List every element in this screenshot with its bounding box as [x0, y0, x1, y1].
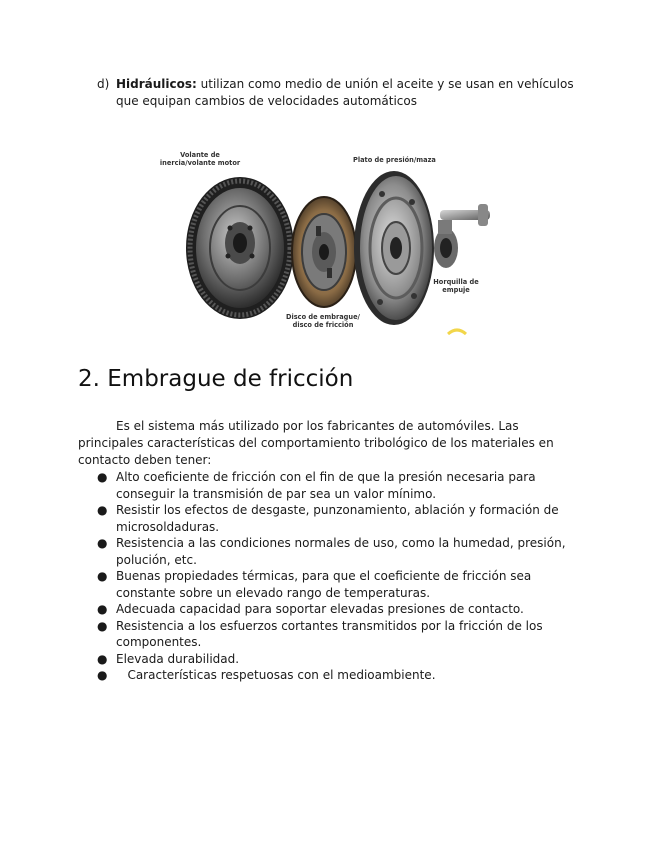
- term-hydraulic: Hidráulicos:: [116, 77, 197, 91]
- bullet-dot: ●: [97, 536, 108, 550]
- clutch-illustration: [160, 148, 500, 338]
- clutch-disc-label-line1: Disco de embrague/: [286, 313, 360, 321]
- fork-label-line2: empuje: [442, 286, 470, 294]
- list-item: [78, 469, 568, 502]
- list-item-hydraulic: [97, 76, 587, 110]
- flywheel-label-line2: inercia/volante motor: [160, 159, 241, 167]
- list-item-text: Alto coeficiente de fricción con el fin de que la presión necesaria para conseguir la transmisión de par sea un valor mínimo.: [116, 470, 536, 501]
- bullet-dot: ●: [97, 569, 108, 583]
- list-item-text: Resistencia a los esfuerzos cortantes transmitidos por la fricción de los componentes.: [116, 618, 543, 649]
- list-item-text: Resistencia a las condiciones normales de uso, como la humedad, presión, polución, etc.: [116, 536, 566, 567]
- list-item: [78, 568, 568, 601]
- clutch-disc-label-line2: disco de fricción: [292, 321, 354, 329]
- bullet-dot: ●: [97, 602, 108, 616]
- section-heading: 2. Embrague de fricción: [78, 366, 354, 392]
- list-item: [78, 667, 568, 684]
- list-item: [78, 535, 568, 568]
- list-item: [78, 618, 568, 651]
- fork-label-line1: Horquilla de: [433, 278, 479, 286]
- bullet-dot: ●: [97, 668, 108, 682]
- section-intro: [78, 418, 558, 469]
- bullet-dot: ●: [97, 470, 108, 484]
- list-item-text: Elevada durabilidad.: [116, 651, 240, 666]
- flywheel-part: [186, 177, 294, 319]
- characteristics-list: [78, 469, 568, 684]
- list-item-text: Adecuada capacidad para soportar elevadas presiones de contacto.: [116, 602, 524, 616]
- clutch-components-figure: [160, 148, 500, 338]
- list-item-text: Resistir los efectos de desgaste, punzonamiento, ablación y formación de microsoldaduras.: [116, 503, 559, 534]
- bullet-dot: ●: [97, 618, 108, 633]
- flywheel-label-line1: Volante de: [180, 151, 220, 159]
- pressure-plate-label: Plato de presión/maza: [353, 156, 436, 164]
- list-item: [78, 601, 568, 618]
- list-item-text: Buenas propiedades térmicas, para que el coeficiente de fricción sea constante sobre un elevado rango de temperaturas.: [116, 569, 532, 600]
- intro-text: Es el sistema más utilizado por los fabricantes de automóviles. Las principales características del comportamiento tribológico de los materiales en contacto deben tener:: [78, 419, 554, 467]
- release-fork-part: [434, 204, 490, 268]
- bullet-dot: ●: [97, 503, 108, 517]
- list-item-text: Características respetuosas con el medioambiente.: [116, 668, 436, 682]
- list-item: [78, 651, 568, 668]
- pressure-plate-part: [354, 171, 434, 325]
- list-item: [78, 502, 568, 535]
- bullet-dot: ●: [97, 651, 108, 666]
- list-item-text: [116, 76, 587, 110]
- clutch-disc-part: [292, 197, 356, 307]
- list-marker: d): [97, 77, 110, 91]
- hydraulic-description: utilizan como medio de unión el aceite y se usan en vehículos que equipan cambios de velocidades automáticos: [116, 77, 574, 108]
